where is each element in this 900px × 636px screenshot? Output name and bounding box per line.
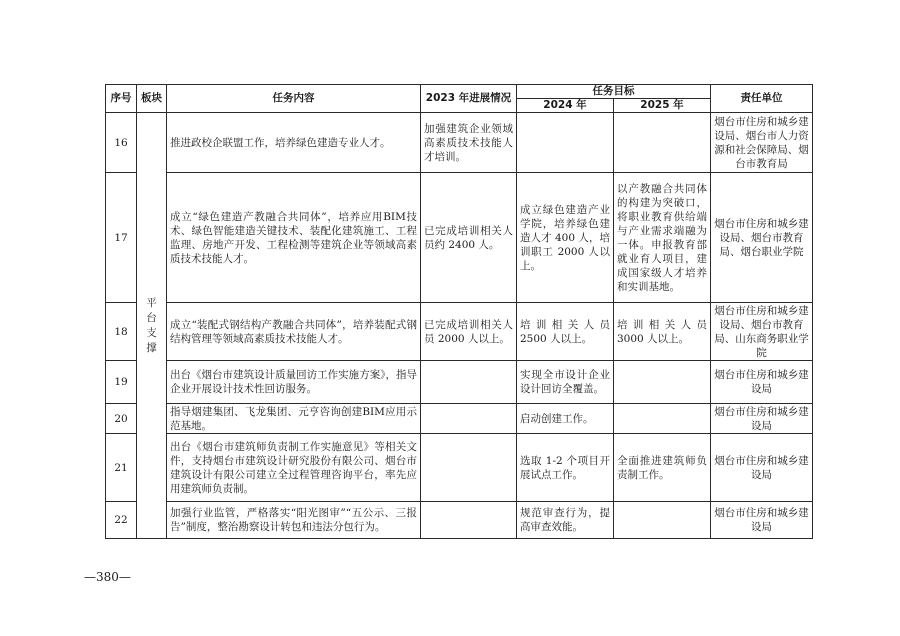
row-2024 [517,113,614,173]
row-unit: 烟台市住房和城乡建设局、烟台市人力资源和社会保障局、烟台市教育局 [711,113,813,173]
row-content: 成立“装配式钢结构产教融合共同体”，培养装配式钢结构管理等领域高素质技术技能人才。 [167,303,421,361]
row-progress: 已完成培训相关人员约 2400 人。 [421,173,517,303]
row-content: 成立“绿色建造产教融合共同体”，培养应用BIM技术、绿色智能建造关键技术、装配化建筑施工、工程监理、房地产开发、工程检测等建筑企业等领域高素质技术技能人才。 [167,173,421,303]
header-progress: 2023 年进展情况 [421,85,517,113]
row-2024: 规范审查行为，提高审查效能。 [517,502,614,539]
header-seq: 序号 [106,85,137,113]
row-seq: 22 [106,502,137,539]
row-content: 推进政校企联盟工作，培养绿色建造专业人才。 [167,113,421,173]
row-seq: 19 [106,361,137,404]
row-unit: 烟台市住房和城乡建设局 [711,404,813,434]
row-content: 出台《烟台市建筑师负责制工作实施意见》等相关文件，支持烟台市建筑设计研究股份有限公司、烟台市建筑设计有限公司建立全过程管理咨询平台，率先应用建筑师负责制。 [167,434,421,502]
table-row [106,434,813,502]
row-2025 [614,502,711,539]
table-row [106,173,813,303]
row-progress [421,404,517,434]
row-unit: 烟台市住房和城乡建设局、烟台市教育局、烟台职业学院 [711,173,813,303]
row-seq: 16 [106,113,137,173]
section-cell [137,113,167,539]
table-row [106,361,813,404]
row-unit: 烟台市住房和城乡建设局 [711,361,813,404]
row-content: 指导烟建集团、飞龙集团、元亨咨询创建BIM应用示范基地。 [167,404,421,434]
row-progress [421,502,517,539]
page-number: —380— [84,570,131,584]
header-unit: 责任单位 [711,85,813,113]
row-2025 [614,361,711,404]
row-progress [421,434,517,502]
row-2025 [614,113,711,173]
task-table [105,84,813,539]
header-2024: 2024 年 [517,99,614,113]
row-2025 [614,404,711,434]
table-row [106,502,813,539]
row-seq: 18 [106,303,137,361]
table-row [106,303,813,361]
header-content: 任务内容 [167,85,421,113]
table-row [106,113,813,173]
row-unit: 烟台市住房和城乡建设局 [711,502,813,539]
row-seq: 20 [106,404,137,434]
row-content: 加强行业监管，严格落实“阳光图审”“五公示、三报告”制度，整治勘察设计转包和违法分包行为。 [167,502,421,539]
header-2025: 2025 年 [614,99,711,113]
row-unit: 烟台市住房和城乡建设局、烟台市教育局、山东商务职业学院 [711,303,813,361]
row-2025: 培训相关人员 3000 人以上。 [614,303,711,361]
row-content: 出台《烟台市建筑设计质量回访工作实施方案》，指导企业开展设计技术性回访服务。 [167,361,421,404]
row-progress: 已完成培训相关人员 2000 人以上。 [421,303,517,361]
header-section: 板块 [137,85,167,113]
row-2024: 实现全市设计企业设计回访全覆盖。 [517,361,614,404]
row-2025: 全面推进建筑师负责制工作。 [614,434,711,502]
row-progress: 加强建筑企业领域高素质技术技能人才培训。 [421,113,517,173]
row-seq: 17 [106,173,137,303]
row-progress [421,361,517,404]
row-2024: 选取 1-2 个项目开展试点工作。 [517,434,614,502]
header-target: 任务目标 [517,85,711,99]
table-row [106,404,813,434]
row-2025: 以产教融合共同体的构建为突破口，将职业教育供给端与产业需求端融为一体。申报教育部就业育人项目，建成国家级人才培养和实训基地。 [614,173,711,303]
row-2024: 成立绿色建造产业学院，培养绿色建造人才 400 人，培训职工 2000 人以上。 [517,173,614,303]
row-unit: 烟台市住房和城乡建设局 [711,434,813,502]
section-label: 平 台 支 撑 [146,296,157,354]
row-seq: 21 [106,434,137,502]
row-2024: 培训相关人员 2500 人以上。 [517,303,614,361]
row-2024: 启动创建工作。 [517,404,614,434]
